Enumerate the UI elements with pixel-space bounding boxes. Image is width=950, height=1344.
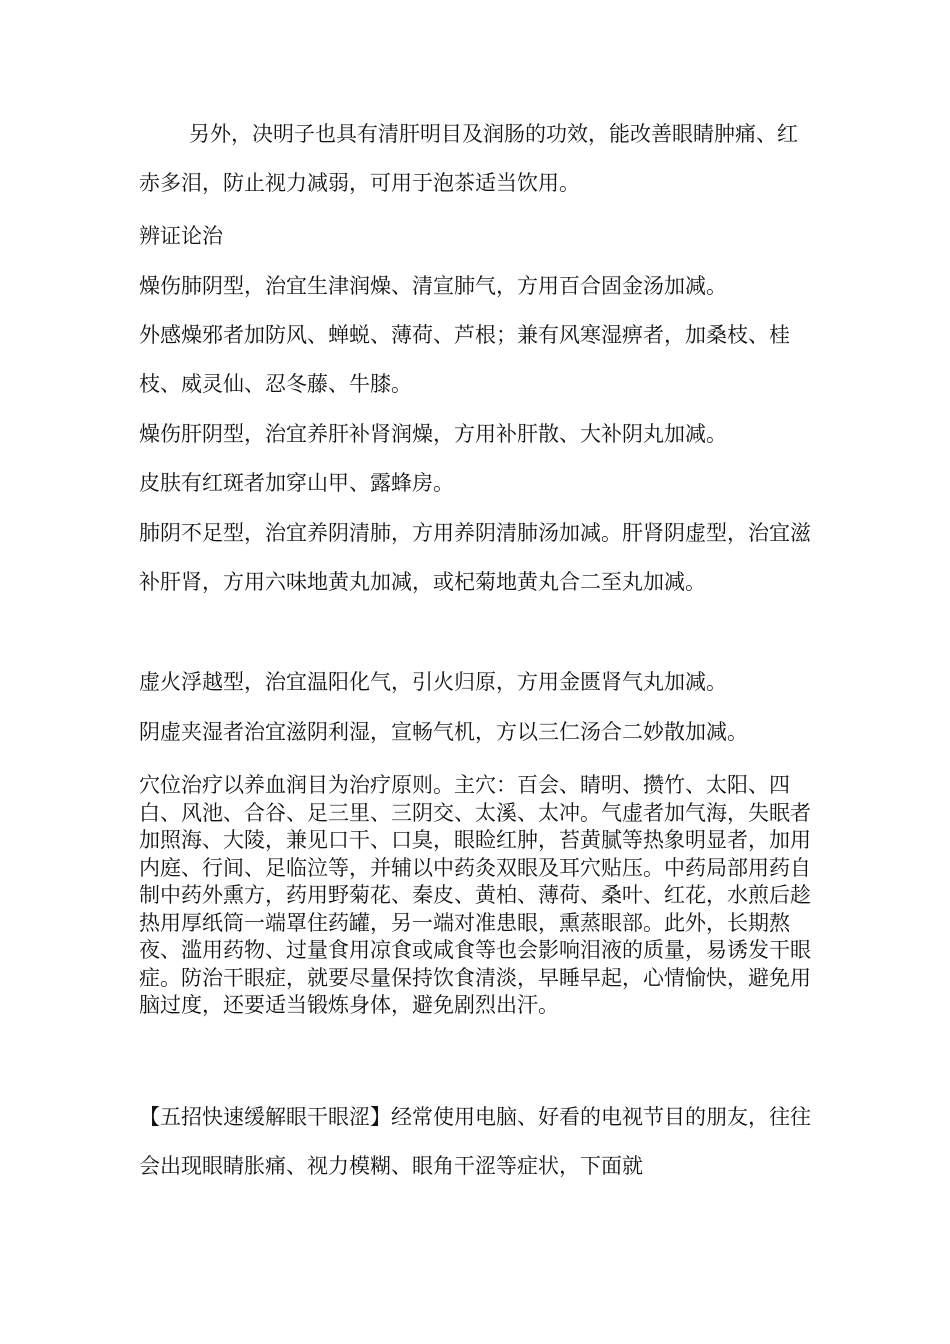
paragraph-acupuncture-treatment: 穴位治疗以养血润目为治疗原则。主穴：百会、睛明、攒竹、太阳、四白、风池、合谷、足三里、三阴交、太溪、太冲。气虚者加气海，失眠者加照海、大陵，兼见口干、口臭，眼睑红肿，苔黄腻等热象明显者，加用内庭、行间、足临泣等，并辅以中药灸双眼及耳穴贴压。中药局部用药自制中药外熏方，药用野菊花、秦皮、黄柏、薄荷、桑叶、红花，水煎后趁热用厚纸筒一端罩住药罐，另一端对准患眼，熏蒸眼部。此外，长期熬夜、滥用药物、过量食用凉食或咸食等也会影响泪液的质量，易诱发干眼症。防治干眼症，就要尽量保持饮食清淡，早睡早起，心情愉快，避免用脑过度，还要适当锻炼身体，避免剧烈出汗。 [139,773,811,1017]
paragraph-lung-yin-dryness: 燥伤肺阴型，治宜生津润燥、清宣肺气，方用百合固金汤加减。 [139,274,727,298]
paragraph-yin-deficiency-damp: 阴虚夹湿者治宜滋阴利湿，宣畅气机，方以三仁汤合二妙散加减。 [139,720,748,744]
paragraph-cassia-seed: 另外，决明子也具有清肝明目及润肠的功效，能改善眼睛肿痛、红赤多泪，防止视力减弱，可用于泡茶适当饮用。 [139,122,798,195]
paragraph-dry-eye-tips: 【五招快速缓解眼干眼涩】经常使用电脑、好看的电视节目的朋友，往往会出现眼睛胀痛、视力模糊、眼角干涩等症状，下面就 [139,1105,811,1178]
paragraph-lung-yin-deficiency: 肺阴不足型，治宜养阴清肺，方用养阴清肺汤加减。肝肾阴虚型，治宜滋补肝肾，方用六味地黄丸加减，或杞菊地黄丸合二至丸加减。 [139,521,811,594]
section-heading: 辨证论治 [139,224,223,248]
paragraph-liver-yin-dryness: 燥伤肝阴型，治宜养肝补肾润燥，方用补肝散、大补阴丸加减。 [139,422,727,446]
paragraph-deficiency-fire: 虚火浮越型，治宜温阳化气，引火归原，方用金匮肾气丸加减。 [139,670,727,694]
paragraph-skin-erythema: 皮肤有红斑者加穿山甲、露蜂房。 [139,471,454,495]
paragraph-external-dryness: 外感燥邪者加防风、蝉蜕、薄荷、芦根；兼有风寒湿痹者，加桑枝、桂枝、威灵仙、忍冬藤、牛膝。 [139,323,790,396]
